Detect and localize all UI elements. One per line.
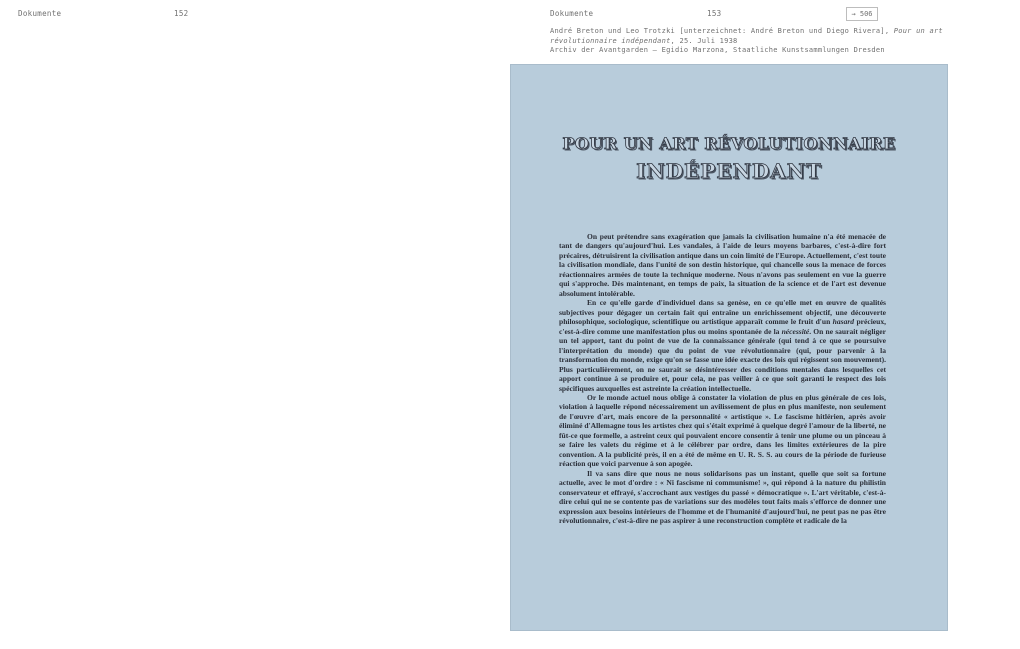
paragraph-2-text: . On ne saurait négliger un tel apport, tant du point de vue de la connaissance générale (qui tend à ce que se poursuive l'interprétation du monde) que du point de vue révolutionnaire (qui, pour parvenir à la transformation du monde, exige qu'on se fasse une idée exacte des lois qui régissent son mouvement). Plus particulièrement, on ne saurait se désintéresser des conditions mentales dans lesquelles cet apport continue à se produire et, pour cela, ne pas veiller à ce que soit garanti le respect des lois spécifiques auxquelles est astreinte la création intellectuelle. xyxy=(559,326,886,393)
caption-source: Archiv der Avantgarden – Egidio Marzona, Staatliche Kunstsammlungen Dresden xyxy=(550,46,885,54)
caption-title-part1: Pour un art xyxy=(893,27,943,35)
left-page-number: 152 xyxy=(174,9,189,18)
paragraph-2-text: En ce qu'elle garde d'individuel dans sa genèse, en ce qu'elle met en œuvre de qualités subjectives pour dégager un certain fait qui entraîne un enrichissement objectif, une découverte philosophique, sociologique, scientifique ou artistique apparaît comme le fruit d'un xyxy=(559,298,886,327)
caption-title-part2: révolutionnaire indépendant xyxy=(550,36,671,45)
paragraph-4: Il va sans dire que nous ne nous solidarisons pas un instant, quelle que soit sa fortune actuelle, avec le mot d'ordre : « Ni fascisme ni communisme! », qui répond à la nature du philistin conservateur et effrayé, s'accrochant aux vestiges du passé « démocratique ». L'art véritable, c'est-à-dire celui qui ne se contente pas de variations sur des modèles tout faits mais s'efforce de donner une expression aux besoins intérieurs de l'homme et de l'humanité d'aujourd'hui, ne peut pas ne pas être révolutionnaire, c'est-à-dire ne pas aspirer à une reconstruction complète et radicale de la xyxy=(559,468,886,526)
caption-date: , 25. Juli 1938 xyxy=(670,36,738,45)
right-running-head: Dokumente xyxy=(550,9,594,18)
paragraph-1: On peut prétendre sans exagération que jamais la civilisation humaine n'a été menacée de tant de dangers qu'aujourd'hui. Les vandales, à l'aide de leurs moyens barbares, c'est-à-dire fort précaires, détruisirent la civilisation antique dans un coin limité de l'Europe. Actuellement, c'est toute la civilisation mondiale, dans l'unité de son destin historique, qui chancelle sous la menace de forces réactionnaires armées de toute la technique moderne. Nous n'avons pas seulement en vue la guerre qui s'approche. Dès maintenant, en temps de paix, la situation de la science et de l'art est devenue absolument intolérable. xyxy=(559,232,886,298)
emphasis-hasard: hasard xyxy=(832,317,855,327)
left-running-head: Dokumente xyxy=(18,9,62,18)
paragraph-3: Or le monde actuel nous oblige à constater la violation de plus en plus générale de ces lois, violation à laquelle répond nécessairement un avilissement de plus en plus manifeste, non seulement de l'œuvre d'art, mais encore de la personnalité « artistique ». Le fascisme hitlérien, après avoir éliminé d'Allemagne tous les artistes chez qui s'était exprimé à quelque degré l'amour de la liberté, ne fût-ce que formelle, a astreint ceux qui pouvaient encore consentir à tenir une plume ou un pinceau à se faire les valets du régime et à le célébrer par ordre, dans les limites extérieures de la pire convention. A la publicité près, il en a été de même en U. R. S. S. au cours de la période de furieuse réaction que voici parvenue à son apogée. xyxy=(559,392,886,469)
document-body xyxy=(559,232,886,526)
caption-authors: André Breton und Leo Trotzki [unterzeichnet: André Breton und Diego Rivera], xyxy=(550,27,894,35)
document-title-line1: POUR UN ART RÉVOLUTIONNAIRE xyxy=(562,134,896,153)
scanned-document xyxy=(510,64,948,631)
right-page-number: 153 xyxy=(707,9,722,18)
paragraph-2 xyxy=(559,298,886,393)
figure-caption xyxy=(550,27,950,56)
document-title-line2: INDÉPENDANT xyxy=(636,159,822,183)
emphasis-necessite: nécessité xyxy=(781,326,810,336)
paragraph-2-text: précieux, c'est-à-dire comme une manifestation plus ou moins spontanée de la xyxy=(559,317,887,336)
cross-reference-link[interactable]: → 506 xyxy=(846,7,878,21)
